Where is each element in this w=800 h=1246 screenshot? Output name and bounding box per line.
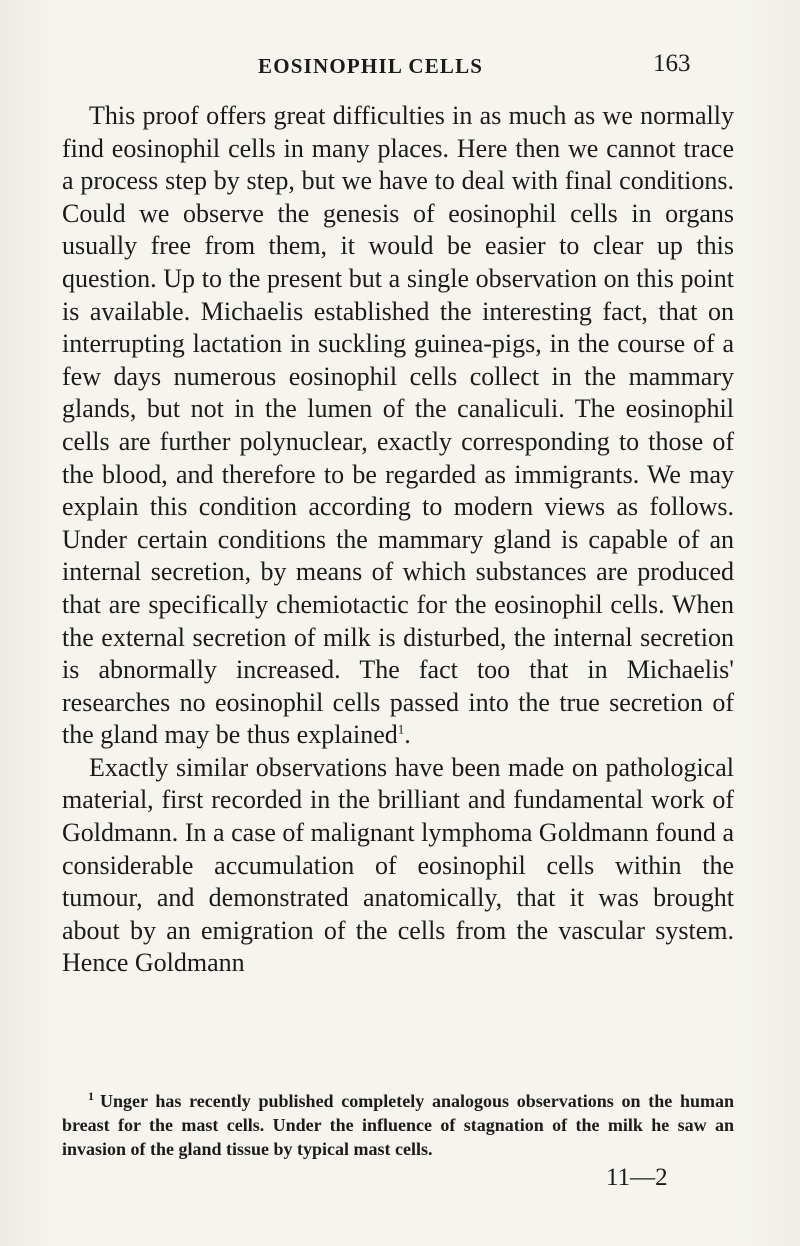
paragraph-1-text: This proof offers great difficulties in as much as we normally find eosinophil cells in many places. Here then we cannot trace a process step by step, but we have to deal with final conditions. Could we observe the genesis of eosinophil cells in organs usually free from them, it would be easier to clear up this question. Up to the present but a single observation on this point is available. Michaelis established the interesting fact, that on interrupting lactation in suckling guinea-pigs, in the course of a few days numerous eosinophil cells collect in the mammary glands, but not in the lumen of the canaliculi. The eosinophil cells are further polynuclear, exactly corresponding to those of the blood, and therefore to be regarded as immigrants. We may explain this condition according to modern views as follows. Under certain conditions the mammary gland is capable of an internal secretion, by means of which substances are produced that are specifically chemiotactic for the eosinophil cells. When the external secretion of milk is disturbed, the internal secretion is abnormally increased. The fact too that in Michaelis' researches no eosinophil cells passed into the true secretion of the gland may be thus explained <box>62 101 734 750</box>
page-header <box>0 50 800 90</box>
page-number: 163 <box>653 50 691 77</box>
signature-mark: 11—2 <box>606 1164 668 1191</box>
running-head: EOSINOPHIL CELLS <box>258 54 484 78</box>
footnotes <box>62 1089 734 1161</box>
footnote <box>62 1089 734 1161</box>
body-text <box>62 100 734 980</box>
footnote-ref: 1 <box>397 721 405 737</box>
footnote-text: Unger has recently published completely analogous observations on the human breast for the mast cells. Under the influence of stagnation of the milk he saw an invasion of the gland tissue by typical mast cells. <box>62 1091 734 1159</box>
paragraph-1-end: . <box>404 720 411 750</box>
paragraph-1 <box>62 100 734 752</box>
paragraph-2: Exactly similar observations have been made on pathological material, first recorded in the brilliant and fundamental work of Goldmann. In a case of malignant lymphoma Goldmann found a considerable accumulation of eosinophil cells within the tumour, and demonstrated anatomically, that it was brought about by an emigration of the cells from the vascular system. Hence Goldmann <box>62 752 734 978</box>
footnote-mark: 1 <box>88 1089 94 1103</box>
